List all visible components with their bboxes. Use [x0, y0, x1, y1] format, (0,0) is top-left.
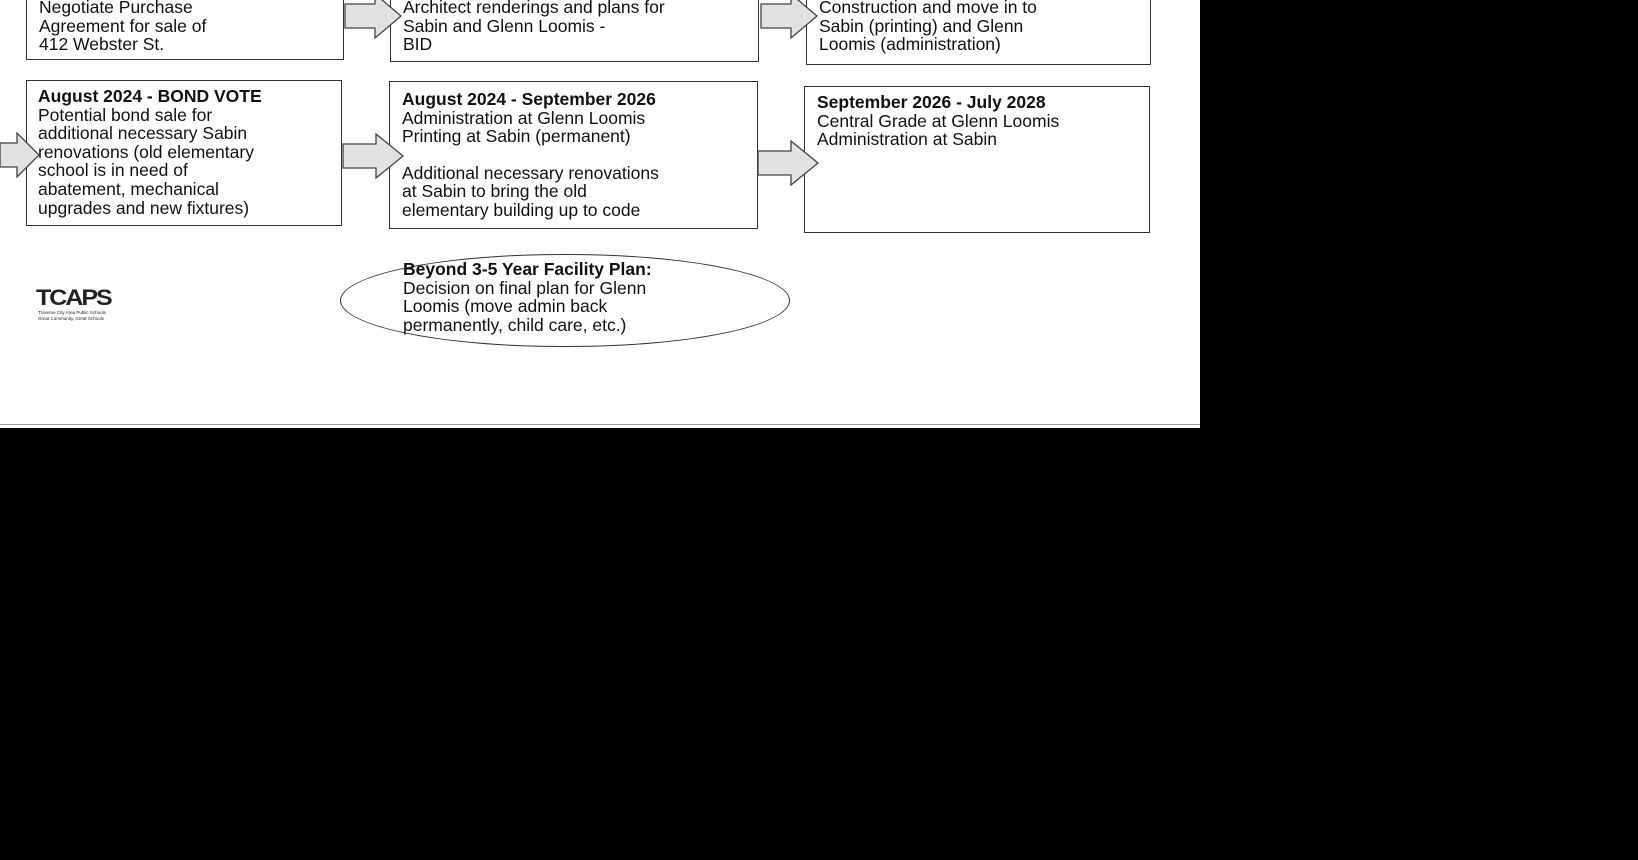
box-text: Construction and move in to Sabin (printing) and Glenn Loomis (administration) — [819, 0, 1037, 55]
box-text: Central Grade at Glenn Loomis Administration at Sabin — [817, 110, 1060, 150]
box-admin-glenn-loomis — [389, 81, 758, 229]
arrow-right-icon — [342, 133, 404, 179]
box-text: Potential bond sale for additional necessary Sabin renovations (old elementary school is in need of abatement, mechanical upgrades and new fixtures) — [38, 104, 254, 218]
tcaps-logo — [36, 286, 142, 321]
box-construction-move-in — [806, 0, 1151, 65]
box-text: Negotiate Purchase Agreement for sale of 412 Webster St. — [39, 0, 207, 55]
box-bond-vote — [26, 80, 342, 226]
logo-tagline: Great Community, Great Schools — [38, 315, 104, 321]
box-text: Administration at Glenn Loomis Printing at Sabin (permanent) — [402, 107, 646, 147]
scanned-document — [0, 0, 1200, 428]
oval-text: Decision on final plan for Glenn Loomis (move admin back permanently, child care, etc.) — [403, 277, 647, 335]
oval-heading: Beyond 3-5 Year Facility Plan: — [403, 259, 652, 279]
box-heading: September 2026 - July 2028 — [817, 92, 1046, 112]
future-plan-oval — [340, 254, 790, 347]
box-architect-renderings — [390, 0, 759, 62]
logo-subtitle: Traverse City Area Public Schools — [38, 310, 106, 315]
box-text-additional: Additional necessary renovations at Sabin to bring the old elementary building up to code — [402, 162, 659, 220]
box-heading: August 2024 - September 2026 — [402, 89, 656, 109]
box-heading: August 2024 - BOND VOTE — [38, 86, 262, 106]
arrow-right-icon — [0, 132, 40, 178]
arrow-right-icon — [760, 0, 818, 44]
box-central-grade — [804, 86, 1150, 233]
box-purchase-agreement — [26, 0, 344, 60]
arrow-right-icon — [757, 140, 819, 186]
arrow-right-icon — [344, 0, 402, 44]
scan-edge-line — [0, 424, 1200, 425]
logo-wordmark: TCAPS — [36, 285, 111, 311]
box-text: Architect renderings and plans for Sabin and Glenn Loomis - BID — [403, 0, 665, 55]
